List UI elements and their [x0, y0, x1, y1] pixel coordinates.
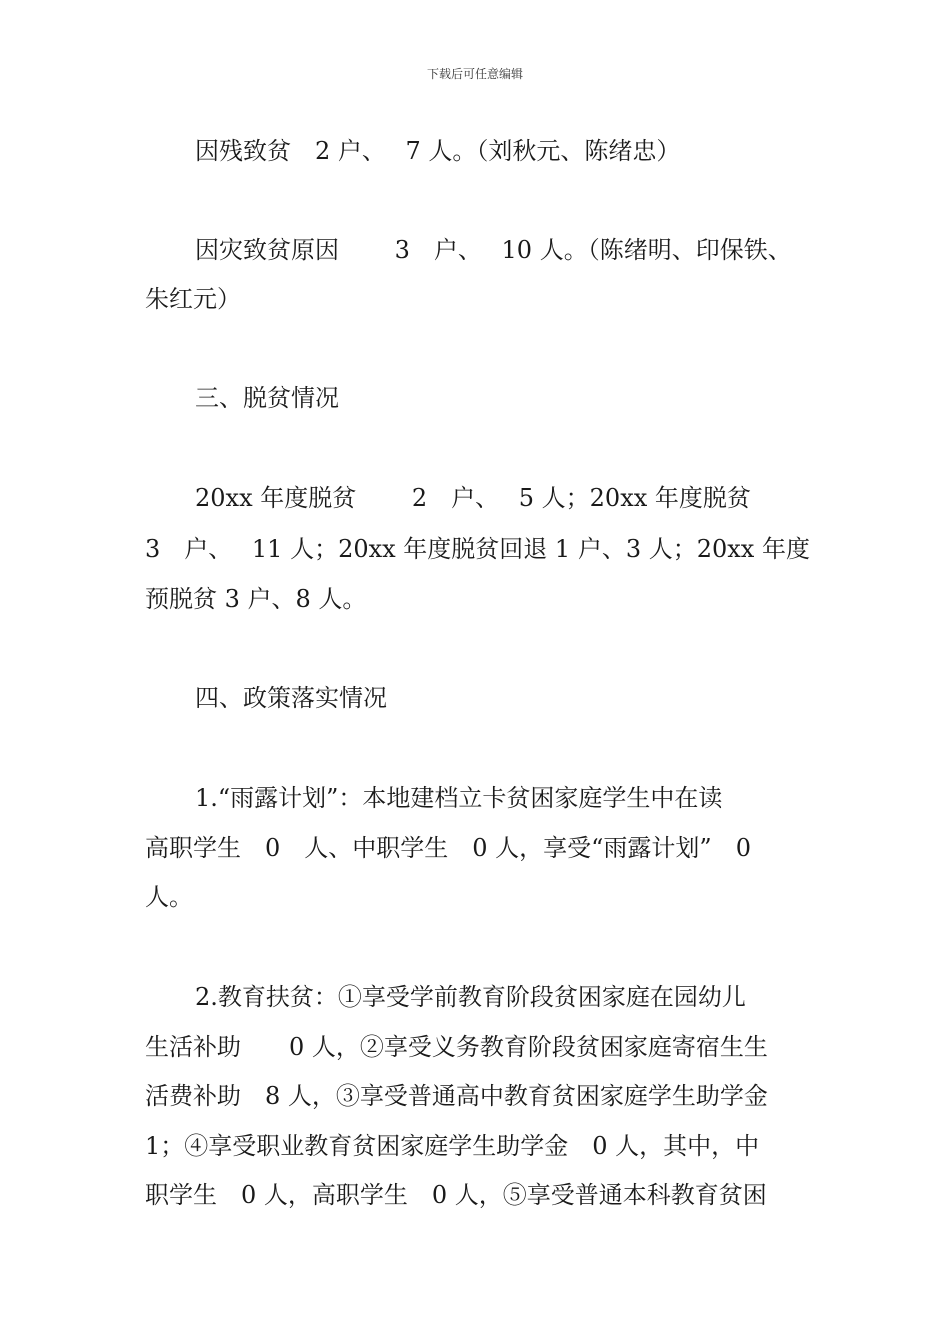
text-line: 活费补助 8 人，③享受普通高中教育贫困家庭学生助学金 — [145, 1082, 768, 1110]
section-heading: 四、政策落实情况 — [195, 684, 387, 712]
text-line: 1；④享受职业教育贫困家庭学生助学金 0 人，其中，中 — [145, 1132, 760, 1160]
text-line: 朱红元） — [145, 285, 241, 313]
text-line: 高职学生 0 人、中职学生 0 人，享受“雨露计划” 0 — [145, 834, 751, 862]
text-line: 2.教育扶贫：①享受学前教育阶段贫困家庭在园幼儿 — [195, 983, 746, 1011]
text-line: 因残致贫 2 户、 7 人。（刘秋元、陈绪忠） — [195, 137, 681, 165]
text-line: 1.“雨露计划”：本地建档立卡贫困家庭学生中在读 — [195, 784, 723, 812]
text-line: 人。 — [145, 883, 193, 911]
section-heading: 三、脱贫情况 — [195, 384, 339, 412]
text-line: 职学生 0 人，高职学生 0 人，⑤享受普通本科教育贫困 — [145, 1181, 767, 1209]
text-line: 因灾致贫原因 3 户、 10 人。（陈绪明、印保铁、 — [195, 236, 792, 264]
text-line: 3 户、 11 人；20xx 年度脱贫回退 1 户、3 人；20xx 年度 — [145, 535, 810, 563]
text-line: 预脱贫 3 户、8 人。 — [145, 585, 367, 613]
page-header: 下载后可任意编辑 — [426, 67, 523, 81]
text-line: 20xx 年度脱贫 2 户、 5 人；20xx 年度脱贫 — [195, 484, 751, 512]
text-line: 生活补助 0 人，②享受义务教育阶段贫困家庭寄宿生生 — [145, 1033, 768, 1061]
